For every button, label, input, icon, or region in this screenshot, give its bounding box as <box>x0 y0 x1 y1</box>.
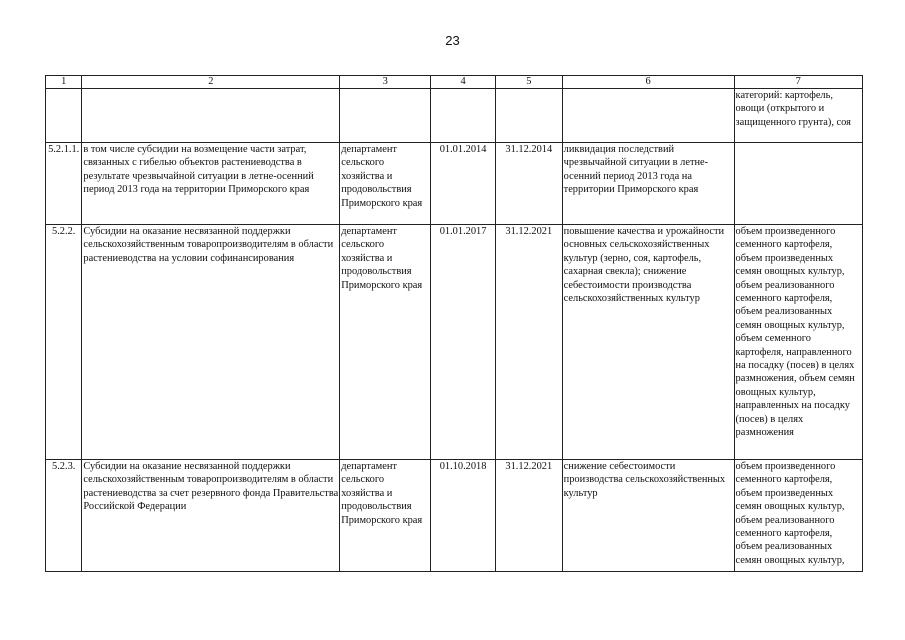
table-row <box>46 143 863 225</box>
row-start-date: 01.01.2014 <box>431 143 496 225</box>
row-start-date <box>431 89 496 143</box>
row-number: 5.2.1.1. <box>46 143 82 225</box>
header-cell: 5 <box>495 76 562 89</box>
row-result: снижение себестоимости производства сельскохозяйственных культур <box>562 460 734 572</box>
row-number: 5.2.2. <box>46 225 82 460</box>
row-start-date: 01.10.2018 <box>431 460 496 572</box>
header-cell: 1 <box>46 76 82 89</box>
row-number <box>46 89 82 143</box>
row-description: в том числе субсидии на возмещение части затрат, связанных с гибелью объектов растениеводства в результате чрезвычайной ситуации в летне-осенний период 2013 года на территории Приморского края <box>82 143 340 225</box>
row-result: ликвидация последствий чрезвычайной ситуации в летне-осенний период 2013 года на территории Приморского края <box>562 143 734 225</box>
program-table <box>45 75 863 572</box>
row-executor: департамент сельского хозяйства и продовольствия Приморского края <box>340 460 431 572</box>
row-description: Субсидии на оказание несвязанной поддержки сельскохозяйственным товаропроизводителям в области растениеводства на условии софинансирования <box>82 225 340 460</box>
table-header-row <box>46 76 863 89</box>
row-result <box>562 89 734 143</box>
header-cell: 2 <box>82 76 340 89</box>
header-cell: 6 <box>562 76 734 89</box>
row-description: Субсидии на оказание несвязанной поддержки сельскохозяйственным товаропроизводителям в области растениеводства за счет резервного фонда Правительства Российской Федерации <box>82 460 340 572</box>
row-executor: департамент сельского хозяйства и продовольствия Приморского края <box>340 143 431 225</box>
page-number: 23 <box>445 33 460 48</box>
row-indicators: объем произведенного семенного картофеля, объем произведенных семян овощных культур, объем реализованного семенного картофеля, объем реализованных семян овощных культур, объем семенного картофеля, направленного на посадку (посев) в целях размножения, объем семян овощных культур, направленных на посадку (посев) в целях размножения <box>734 225 862 460</box>
row-executor: департамент сельского хозяйства и продовольствия Приморского края <box>340 225 431 460</box>
row-indicators: объем произведенного семенного картофеля, объем произведенных семян овощных культур, объем реализованного семенного картофеля, объем реализованных семян овощных культур, <box>734 460 862 572</box>
row-number: 5.2.3. <box>46 460 82 572</box>
header-cell: 7 <box>734 76 862 89</box>
row-end-date: 31.12.2021 <box>495 460 562 572</box>
header-cell: 4 <box>431 76 496 89</box>
row-start-date: 01.01.2017 <box>431 225 496 460</box>
row-end-date: 31.12.2014 <box>495 143 562 225</box>
row-end-date <box>495 89 562 143</box>
table-row <box>46 460 863 572</box>
row-indicators <box>734 143 862 225</box>
row-executor <box>340 89 431 143</box>
header-cell: 3 <box>340 76 431 89</box>
row-end-date: 31.12.2021 <box>495 225 562 460</box>
table-row <box>46 89 863 143</box>
row-description <box>82 89 340 143</box>
row-result: повышение качества и урожайности основных сельскохозяйственных культур (зерно, соя, картофель, сахарная свекла); снижение себестоимости производства сельскохозяйственных культур <box>562 225 734 460</box>
table-row <box>46 225 863 460</box>
row-indicators: категорий: картофель, овощи (открытого и защищенного грунта), соя <box>734 89 862 143</box>
